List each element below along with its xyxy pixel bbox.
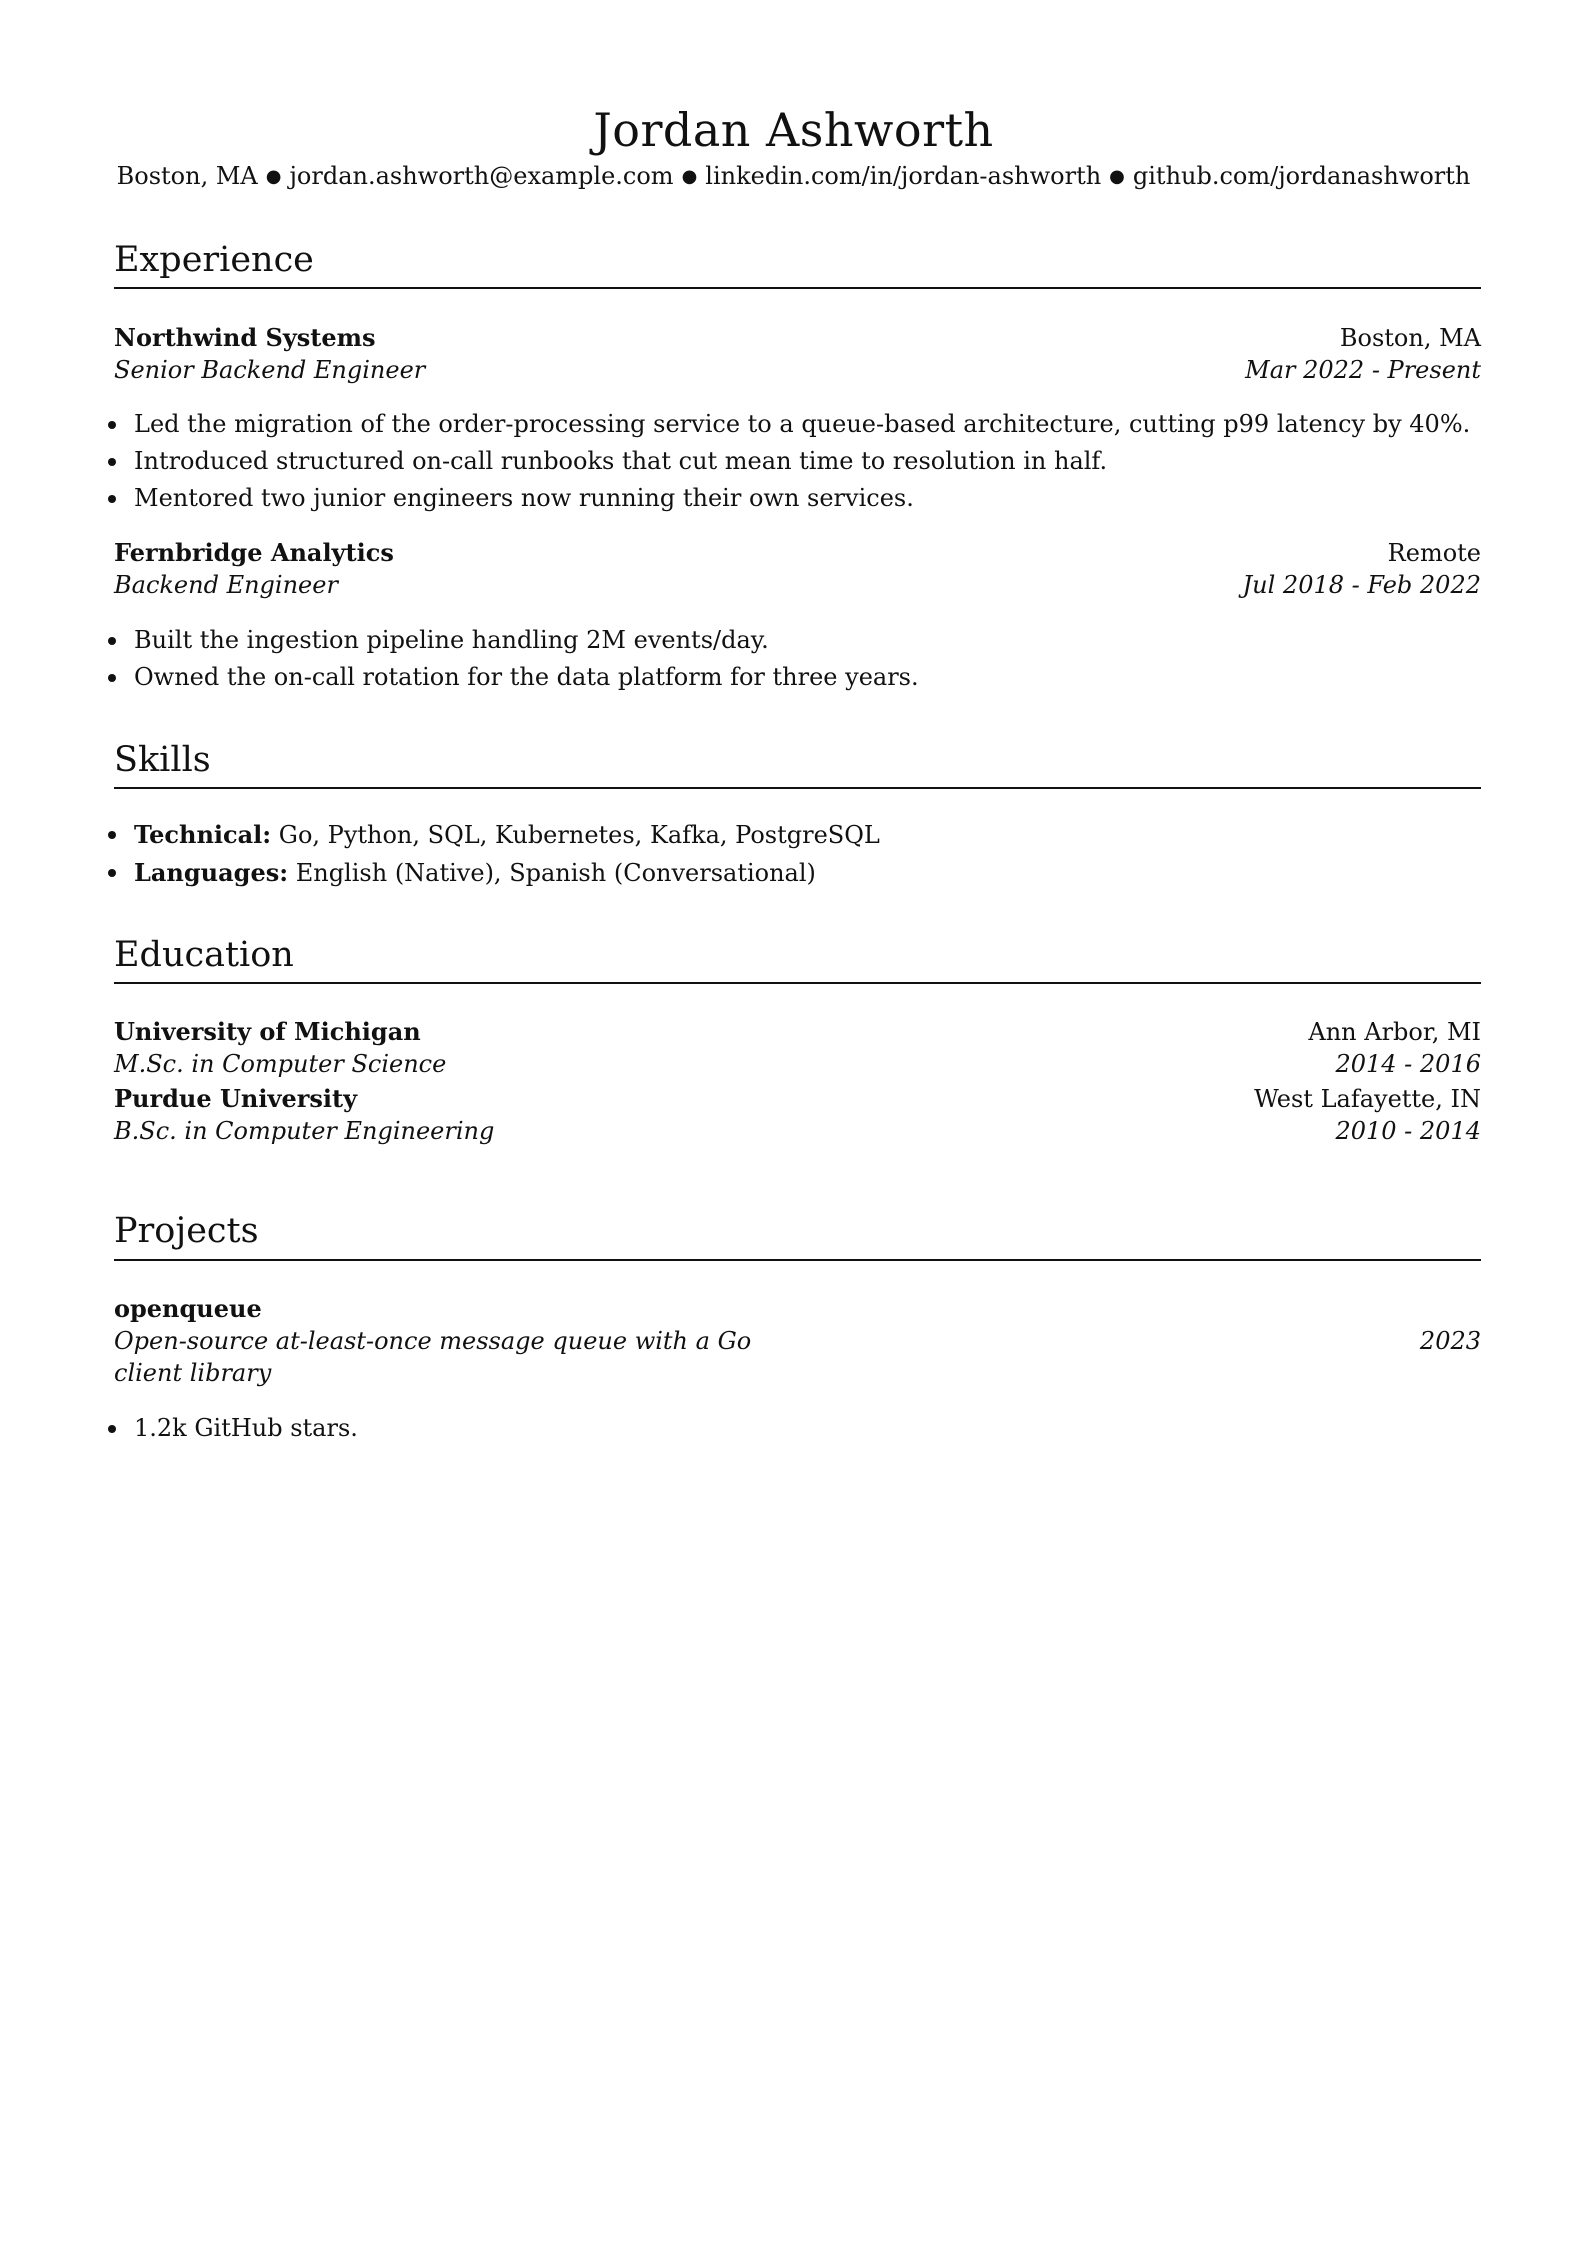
contact-line [0, 160, 1587, 193]
bullet-icon [108, 421, 116, 429]
job-dates: Jul 2018 - Feb 2022 [1242, 571, 1481, 599]
school-name: Purdue University [114, 1084, 358, 1113]
section-rule [114, 982, 1481, 984]
school-dates: 2010 - 2014 [1335, 1117, 1481, 1145]
skills-list [106, 816, 1481, 892]
school-degree: B.Sc. in Computer Engineering [114, 1117, 495, 1145]
section-title-experience: Experience [114, 240, 314, 280]
project-bullets-openqueue [106, 1410, 1481, 1447]
experience-section [114, 238, 1481, 282]
projects-section [114, 1209, 1481, 1253]
job-entry-northwind [114, 322, 1481, 386]
list-item: 1.2k GitHub stars. [106, 1410, 1481, 1447]
job-role: Backend Engineer [114, 571, 338, 599]
education-section [114, 933, 1481, 977]
bullet-icon [108, 458, 116, 466]
bullet-icon [108, 831, 116, 839]
section-rule [114, 787, 1481, 789]
job-location: Remote [1387, 539, 1481, 567]
bullet-icon [108, 637, 116, 645]
job-entry-fernbridge [114, 537, 1481, 601]
job-dates: Mar 2022 - Present [1245, 356, 1481, 384]
separator-dot: ● [681, 166, 698, 187]
candidate-name: Jordan Ashworth [593, 103, 994, 157]
project-description: Open-source at-least-once message queue with a Go client library [114, 1327, 752, 1387]
job-role: Senior Backend Engineer [114, 356, 426, 384]
list-item: Built the ingestion pipeline handling 2M events/day. [106, 622, 1481, 659]
job-company: Fernbridge Analytics [114, 538, 394, 567]
section-rule [114, 287, 1481, 289]
section-title-projects: Projects [114, 1211, 259, 1251]
bullet-icon [108, 869, 116, 877]
bullet-icon [108, 1425, 116, 1433]
section-rule [114, 1259, 1481, 1261]
bullet-icon [108, 674, 116, 682]
project-entry-openqueue [114, 1293, 1481, 1389]
contact-linkedin[interactable]: linkedin.com/in/jordan-ashworth [705, 162, 1102, 190]
education-entry-michigan [114, 1016, 1481, 1080]
contact-location: Boston, MA [116, 162, 258, 190]
contact-github[interactable]: github.com/jordanashworth [1132, 162, 1471, 190]
school-dates: 2014 - 2016 [1335, 1050, 1481, 1078]
job-company: Northwind Systems [114, 323, 376, 352]
school-name: University of Michigan [114, 1017, 421, 1046]
section-title-skills: Skills [114, 740, 211, 780]
school-degree: M.Sc. in Computer Science [114, 1050, 447, 1078]
list-item: Led the migration of the order-processing service to a queue-based architecture, cutting p99 latency by 40%. [106, 406, 1481, 443]
school-location: Ann Arbor, MI [1308, 1018, 1481, 1046]
separator-dot: ● [265, 166, 282, 187]
project-year: 2023 [1419, 1327, 1481, 1355]
list-item: Introduced structured on-call runbooks that cut mean time to resolution in half. [106, 443, 1481, 480]
contact-email[interactable]: jordan.ashworth@example.com [289, 162, 674, 190]
list-item: Technical: Go, Python, SQL, Kubernetes, Kafka, PostgreSQL [106, 816, 1481, 854]
education-entry-purdue [114, 1083, 1481, 1147]
job-bullets-fernbridge [106, 622, 1481, 696]
list-item: Languages: English (Native), Spanish (Conversational) [106, 854, 1481, 892]
skills-section [114, 738, 1481, 782]
school-location: West Lafayette, IN [1254, 1085, 1481, 1113]
bullet-icon [108, 495, 116, 503]
job-location: Boston, MA [1339, 324, 1481, 352]
list-item: Owned the on-call rotation for the data platform for three years. [106, 659, 1481, 696]
section-title-education: Education [114, 935, 294, 975]
separator-dot: ● [1109, 166, 1125, 187]
job-bullets-northwind [106, 406, 1481, 517]
list-item: Mentored two junior engineers now running their own services. [106, 480, 1481, 517]
project-name: openqueue [114, 1294, 262, 1323]
